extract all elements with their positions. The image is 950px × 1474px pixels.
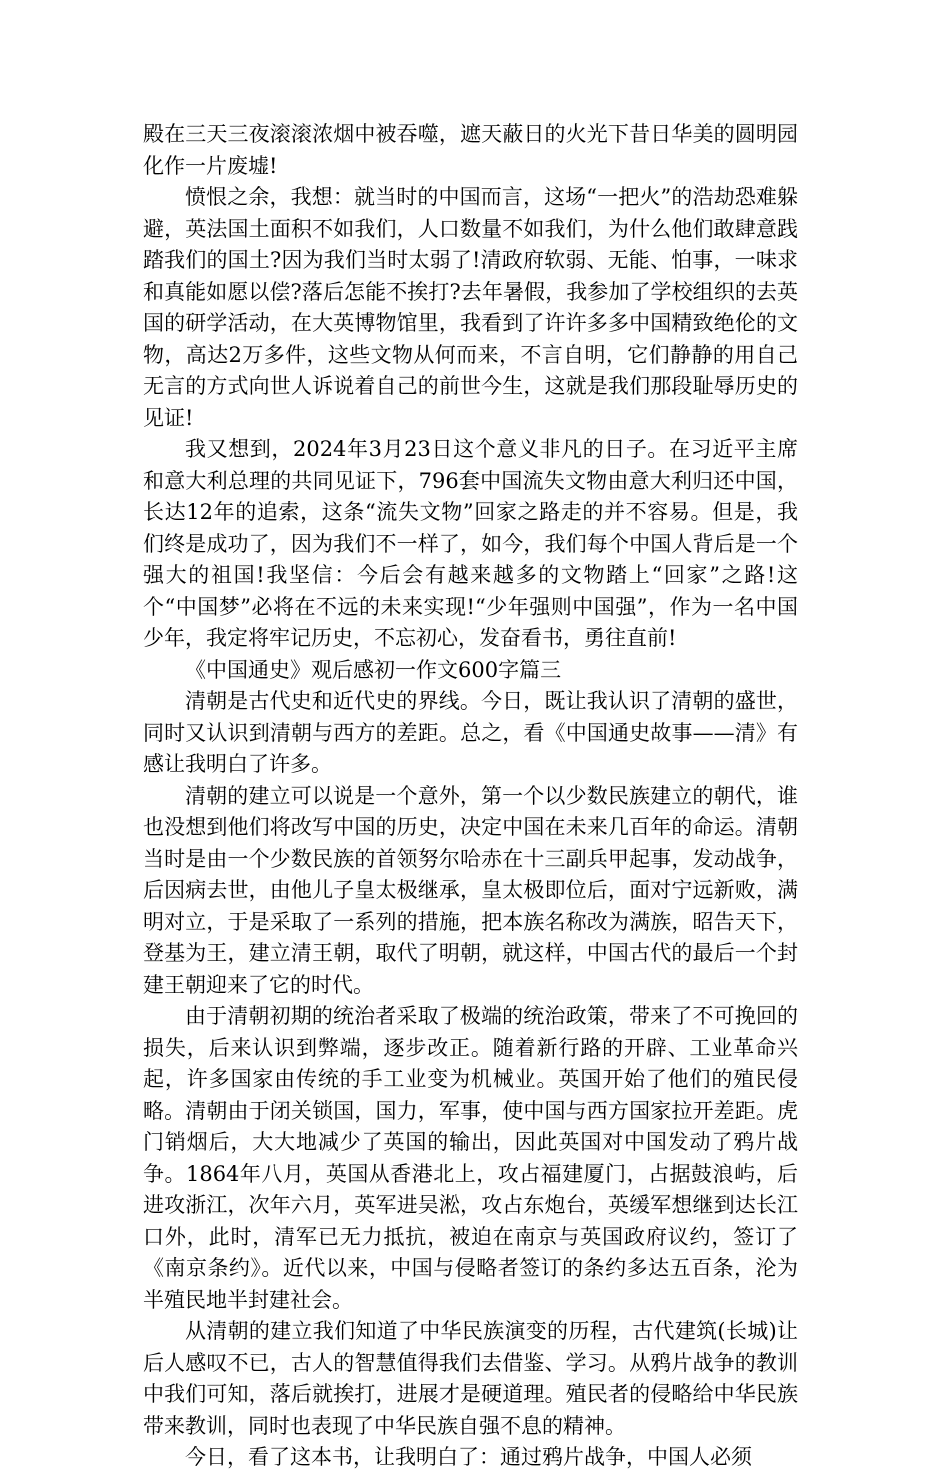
paragraph-qing-founding: 清朝的建立可以说是一个意外，第一个以少数民族建立的朝代，谁也没想到他们将改写中国的历史，决定中国在未来几百年的命运。清朝当时是由一个少数民族的首领努尔哈赤在十三副兵甲起事，发动战争，后因病去世，由他儿子皇太极继承，皇太极即位后，面对宁远新败，满明对立，于是采取了一系列的措施，把本族名称改为满族，昭告天下，登基为王，建立清王朝，取代了明朝，就这样，中国古代的最后一个封建王朝迎来了它的时代。 <box>143 783 798 997</box>
paragraph-reflection: 愤恨之余，我想：就当时的中国而言，这场“一把火”的浩劫恐难躲避，英法国土面积不如我们，人口数量不如我们，为什么他们敢肆意践踏我们的国土?因为我们当时太弱了!清政府软弱、无能、怕事，一味求和真能如愿以偿?落后怎能不挨打?去年暑假，我参加了学校组织的去英国的研学活动，在大英博物馆里，我看到了许许多多中国精致绝伦的文物，高达2万多件，这些文物从何而来，不言自明，它们静静的用自己无言的方式向世人诉说着自己的前世今生，这就是我们那段耻辱历史的见证! <box>143 185 798 430</box>
paragraph-opium-war: 由于清朝初期的统治者采取了极端的统治政策，带来了不可挽回的损失，后来认识到弊端，逐步改正。随着新行路的开辟、工业革命兴起，许多国家由传统的手工业变为机械业。英国开始了他们的殖民侵略。清朝由于闭关锁国，国力，军事，使中国与西方国家拉开差距。虎门销烟后，大大地减少了英国的输出，因此英国对中国发动了鸦片战争。1864年八月，英国从香港北上，攻占福建厦门，占据鼓浪屿，后进攻浙江，次年六月，英军进吴淞，攻占东炮台，英缓军想继到达长江口外，此时，清军已无力抵抗，被迫在南京与英国政府议约，签订了《南京条约》。近代以来，中国与侵略者签订的条约多达五百条，沦为半殖民地半封建社会。 <box>143 1004 798 1312</box>
paragraph-continued: 殿在三天三夜滚滚浓烟中被吞噬，遮天蔽日的火光下昔日华美的圆明园化作一片废墟! <box>143 122 798 178</box>
paragraph-qing-intro: 清朝是古代史和近代史的界线。今日，既让我认识了清朝的盛世，同时又认识到清朝与西方的差距。总之，看《中国通史故事——清》有感让我明白了许多。 <box>143 689 798 776</box>
paragraph-lessons: 从清朝的建立我们知道了中华民族演变的历程，古代建筑(长城)让后人感叹不已，古人的智慧值得我们去借鉴、学习。从鸦片战争的教训中我们可知，落后就挨打，进展才是硬道理。殖民者的侵略给中华民族带来教训，同时也表现了中华民族自强不息的精神。 <box>143 1319 798 1438</box>
paragraph-conclusion: 今日，看了这本书，让我明白了：通过鸦片战争，中国人必须 <box>185 1445 752 1469</box>
document-body <box>143 119 798 1474</box>
paragraph-relic-return: 我又想到，2024年3月23日这个意义非凡的日子。在习近平主席和意大利总理的共同见证下，796套中国流失文物由意大利归还中国，长达12年的追索，这条“流失文物”回家之路走的并不容易。但是，我们终是成功了，因为我们不一样了，如今，我们每个中国人背后是一个强大的祖国!我坚信：今后会有越来越多的文物踏上“回家”之路!这个“中国梦”必将在不远的未来实现!“少年强则中国强”，作为一名中国少年，我定将牢记历史，不忘初心，发奋看书，勇往直前! <box>143 437 798 650</box>
section-heading: 《中国通史》观后感初一作文600字篇三 <box>185 657 562 682</box>
